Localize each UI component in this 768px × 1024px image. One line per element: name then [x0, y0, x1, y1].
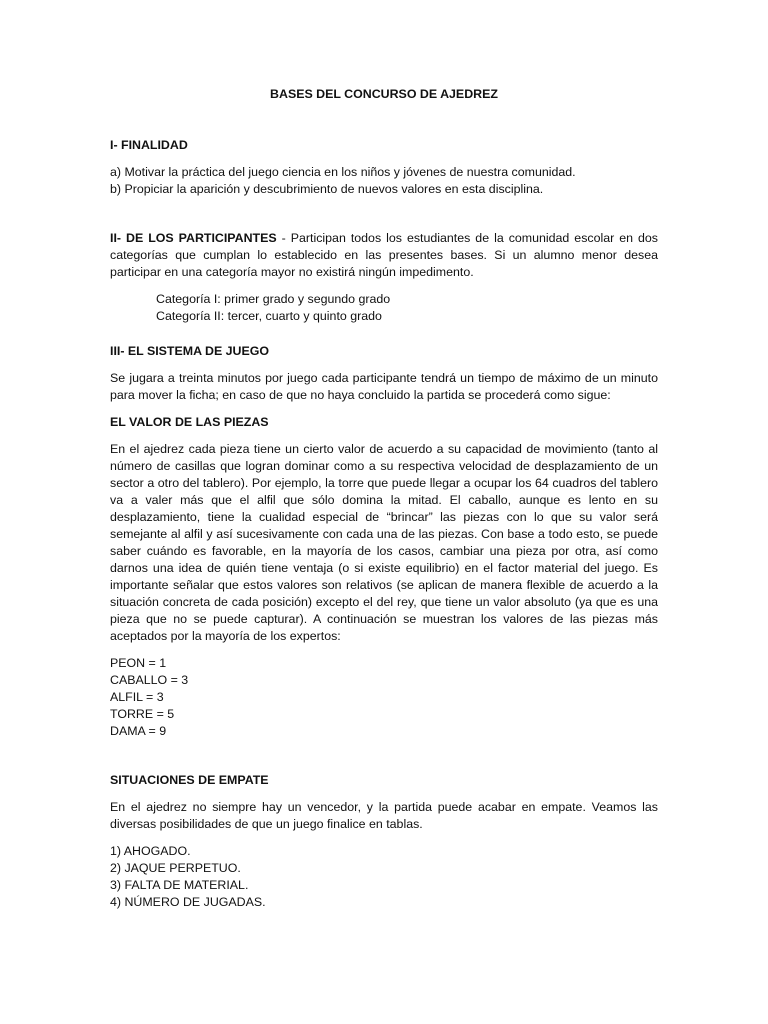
section-heading-participantes: II- DE LOS PARTICIPANTES	[110, 231, 277, 245]
finalidad-item: a) Motivar la práctica del juego ciencia en los niños y jóvenes de nuestra comunidad.	[110, 165, 576, 179]
empate-paragraph: En el ajedrez no siempre hay un vencedor, y la partida puede acabar en empate. Veamos las diversas posibilidades de que un juego finalice en tablas.	[110, 800, 658, 831]
pieza-valor: DAMA = 9	[110, 724, 167, 738]
section-heading-sistema: III- EL SISTEMA DE JUEGO	[110, 344, 270, 358]
section-heading-valor: EL VALOR DE LAS PIEZAS	[110, 415, 269, 429]
participantes-paragraph	[110, 230, 658, 281]
pieza-valor: ALFIL = 3	[110, 690, 164, 704]
empate-item: 1) AHOGADO.	[110, 844, 191, 858]
categoria-item: Categoría II: tercer, cuarto y quinto grado	[156, 309, 382, 323]
empate-item: 2) JAQUE PERPETUO.	[110, 861, 241, 875]
valor-paragraph: En el ajedrez cada pieza tiene un cierto valor de acuerdo a su capacidad de movimiento (tanto al número de casillas que logran dominar como a su respectiva velocidad de desplazamiento de un sector a otro del tablero). Por ejemplo, la torre que puede llegar a ocupar los 64 cuadros del tablero va a valer más que el alfil que sólo domina la mitad. El caballo, aunque es lento en su desplazamiento, tiene la cualidad especial de “brincar” las piezas con lo que su valor será semejante al alfil y así sucesivamente con cada una de las piezas. Con base a todo esto, se puede saber cuándo es favorable, en la mayoría de los casos, cambiar una pieza por otra, así como darnos una idea de quién tiene ventaja (o si existe equilibrio) en el factor material del juego. Es importante señalar que estos valores son relativos (se aplican de manera flexible de acuerdo a la situación concreta de cada posición) excepto el del rey, que tiene un valor absoluto (ya que es una pieza que no se puede capturar). A continuación se muestran los valores de las piezas más aceptados por la mayoría de los expertos:	[110, 442, 658, 643]
document-title: BASES DEL CONCURSO DE AJEDREZ	[270, 87, 498, 101]
empate-item: 3) FALTA DE MATERIAL.	[110, 878, 249, 892]
section-heading-finalidad: I- FINALIDAD	[110, 138, 188, 152]
pieza-valor: PEON = 1	[110, 656, 167, 670]
empate-item: 4) NÚMERO DE JUGADAS.	[110, 895, 266, 909]
categoria-item: Categoría I: primer grado y segundo grado	[156, 292, 391, 306]
sistema-paragraph: Se jugara a treinta minutos por juego cada participante tendrá un tiempo de máximo de un minuto para mover la ficha; en caso de que no haya concluido la partida se procederá como sigue:	[110, 371, 658, 402]
pieza-valor: TORRE = 5	[110, 707, 175, 721]
document-page	[110, 86, 658, 911]
section-heading-empate: SITUACIONES DE EMPATE	[110, 773, 269, 787]
finalidad-item: b) Propiciar la aparición y descubrimiento de nuevos valores en esta disciplina.	[110, 182, 544, 196]
pieza-valor: CABALLO = 3	[110, 673, 189, 687]
participantes-text: - Participan todos los estudiantes de la comunidad escolar en dos categorías que cumplan lo establecido en las presentes bases. Si un alumno menor desea participar en una categoría mayor no existirá ningún impedimento.	[110, 231, 658, 279]
